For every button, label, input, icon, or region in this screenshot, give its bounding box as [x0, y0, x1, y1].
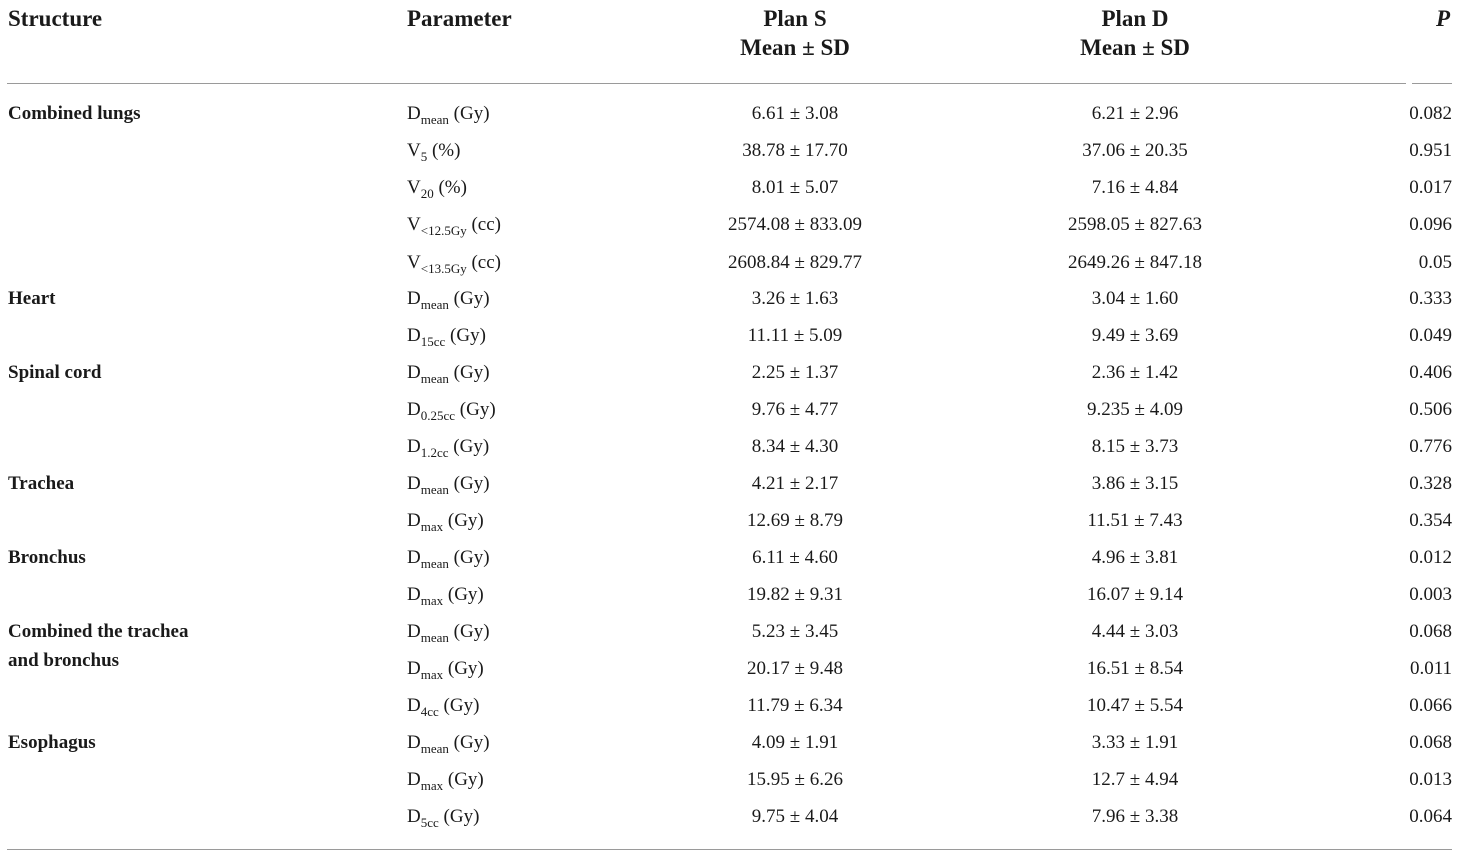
p-value: 0.013 — [1409, 769, 1452, 790]
parameter-symbol: D — [407, 362, 421, 383]
p-value: 0.011 — [1409, 658, 1452, 679]
plan-d-value: 11.51 ± 7.43 — [1087, 510, 1183, 531]
parameter-symbol: D — [407, 399, 421, 420]
p-value: 0.506 — [1409, 399, 1452, 420]
plan-s-value: 6.61 ± 3.08 — [751, 103, 839, 124]
plan-d-value: 3.86 ± 3.15 — [1091, 473, 1179, 494]
parameter-unit: (Gy) — [447, 510, 484, 531]
p-value: 0.049 — [1409, 325, 1452, 346]
parameter-cell — [407, 509, 484, 533]
header-plan-s-title: Plan S — [763, 6, 827, 31]
parameter-unit: (Gy) — [443, 695, 480, 716]
parameter-symbol: D — [407, 436, 421, 457]
p-value: 0.064 — [1409, 806, 1452, 827]
parameter-cell — [407, 805, 479, 829]
parameter-cell — [407, 398, 496, 422]
parameter-symbol: D — [407, 325, 421, 346]
parameter-cell — [407, 213, 501, 237]
plan-s-value: 5.23 ± 3.45 — [751, 621, 839, 642]
p-value: 0.776 — [1409, 436, 1452, 457]
header-parameter: Parameter — [407, 6, 512, 31]
parameter-cell — [407, 472, 490, 496]
parameter-unit: (%) — [438, 177, 467, 198]
parameter-cell — [407, 768, 484, 792]
parameter-cell — [407, 102, 490, 126]
p-value: 0.068 — [1409, 732, 1452, 753]
header-plan-s-subtitle: Mean ± SD — [740, 35, 850, 60]
parameter-cell — [407, 583, 484, 607]
bottom-rule — [7, 849, 1452, 850]
plan-s-value: 12.69 ± 8.79 — [747, 510, 843, 531]
parameter-subscript: max — [420, 667, 444, 682]
parameter-symbol: D — [407, 695, 421, 716]
parameter-unit: (Gy) — [450, 325, 486, 346]
plan-d-value: 4.96 ± 3.81 — [1091, 547, 1179, 568]
parameter-symbol: V — [407, 252, 421, 273]
structure-label: Combined lungs — [8, 103, 141, 124]
parameter-cell — [407, 324, 486, 348]
parameter-subscript: mean — [420, 630, 449, 645]
p-value: 0.082 — [1409, 103, 1452, 124]
plan-d-value: 9.49 ± 3.69 — [1091, 325, 1179, 346]
parameter-unit: (Gy) — [453, 732, 490, 753]
parameter-unit: (cc) — [471, 214, 501, 235]
parameter-cell — [407, 731, 490, 755]
parameter-subscript: mean — [420, 556, 449, 571]
plan-s-value: 3.26 ± 1.63 — [751, 288, 839, 309]
plan-d-value: 10.47 ± 5.54 — [1087, 695, 1183, 716]
parameter-unit: (Gy) — [447, 769, 484, 790]
parameter-symbol: D — [407, 547, 421, 568]
parameter-symbol: D — [407, 103, 421, 124]
header-plan-s — [695, 4, 895, 62]
parameter-subscript: max — [420, 519, 444, 534]
parameter-unit: (Gy) — [447, 658, 484, 679]
plan-s-value: 2608.84 ± 829.77 — [728, 252, 862, 273]
parameter-cell — [407, 657, 484, 681]
plan-s-value: 11.11 ± 5.09 — [747, 325, 843, 346]
plan-d-value: 3.04 ± 1.60 — [1091, 288, 1179, 309]
parameter-subscript: max — [420, 593, 444, 608]
parameter-symbol: V — [407, 177, 421, 198]
parameter-symbol: D — [407, 510, 421, 531]
plan-s-value: 19.82 ± 9.31 — [747, 584, 843, 605]
p-value: 0.354 — [1409, 510, 1452, 531]
header-plan-d-subtitle: Mean ± SD — [1080, 35, 1190, 60]
parameter-unit: (Gy) — [453, 436, 490, 457]
parameter-unit: (Gy) — [443, 806, 480, 827]
structure-label: Heart — [8, 288, 56, 309]
parameter-symbol: D — [407, 288, 421, 309]
plan-s-value: 15.95 ± 6.26 — [747, 769, 843, 790]
parameter-subscript: 0.25cc — [420, 408, 456, 423]
p-value: 0.05 — [1418, 252, 1452, 273]
parameter-unit: (Gy) — [459, 399, 496, 420]
plan-d-value: 3.33 ± 1.91 — [1091, 732, 1179, 753]
plan-s-value: 9.76 ± 4.77 — [751, 399, 839, 420]
plan-s-value: 8.01 ± 5.07 — [751, 177, 839, 198]
plan-s-value: 8.34 ± 4.30 — [751, 436, 839, 457]
parameter-subscript: 5cc — [420, 815, 439, 830]
plan-s-value: 20.17 ± 9.48 — [747, 658, 843, 679]
plan-d-value: 9.235 ± 4.09 — [1087, 399, 1183, 420]
parameter-subscript: max — [420, 778, 444, 793]
parameter-subscript: mean — [420, 482, 449, 497]
p-value: 0.068 — [1409, 621, 1452, 642]
header-structure: Structure — [8, 6, 103, 31]
p-value: 0.333 — [1409, 288, 1452, 309]
parameter-subscript: <13.5Gy — [420, 261, 467, 276]
header-rule — [7, 83, 1406, 84]
parameter-cell — [407, 251, 501, 275]
plan-d-value: 16.51 ± 8.54 — [1087, 658, 1183, 679]
parameter-cell — [407, 361, 490, 385]
p-value: 0.017 — [1409, 177, 1452, 198]
parameter-subscript: mean — [420, 741, 449, 756]
p-value: 0.066 — [1409, 695, 1452, 716]
p-value: 0.951 — [1409, 140, 1452, 161]
plan-s-value: 2.25 ± 1.37 — [751, 362, 839, 383]
header-p-value: P — [1435, 6, 1450, 31]
structure-label: Combined the trachea — [8, 621, 189, 642]
plan-s-value: 9.75 ± 4.04 — [751, 806, 839, 827]
plan-d-value: 2649.26 ± 847.18 — [1068, 252, 1202, 273]
plan-s-value: 2574.08 ± 833.09 — [728, 214, 862, 235]
parameter-subscript: mean — [420, 297, 449, 312]
parameter-symbol: V — [407, 214, 421, 235]
structure-label: Esophagus — [8, 732, 96, 753]
plan-d-value: 2.36 ± 1.42 — [1091, 362, 1179, 383]
parameter-subscript: 5 — [420, 149, 428, 164]
plan-d-value: 7.96 ± 3.38 — [1091, 806, 1179, 827]
p-value: 0.406 — [1409, 362, 1452, 383]
parameter-subscript: mean — [420, 371, 449, 386]
parameter-cell — [407, 694, 479, 718]
structure-label: Spinal cord — [8, 362, 102, 383]
p-value: 0.003 — [1409, 584, 1452, 605]
parameter-unit: (Gy) — [453, 288, 490, 309]
parameter-subscript: <12.5Gy — [420, 223, 467, 238]
plan-d-value: 8.15 ± 3.73 — [1091, 436, 1179, 457]
plan-d-value: 6.21 ± 2.96 — [1091, 103, 1179, 124]
plan-d-value: 37.06 ± 20.35 — [1082, 140, 1188, 161]
header-plan-d-title: Plan D — [1101, 6, 1169, 31]
p-value: 0.012 — [1409, 547, 1452, 568]
parameter-symbol: D — [407, 473, 421, 494]
parameter-unit: (Gy) — [453, 362, 490, 383]
parameter-unit: (%) — [431, 140, 461, 161]
parameter-unit: (Gy) — [453, 621, 490, 642]
plan-d-value: 2598.05 ± 827.63 — [1068, 214, 1202, 235]
plan-d-value: 7.16 ± 4.84 — [1091, 177, 1179, 198]
parameter-symbol: D — [407, 806, 421, 827]
parameter-symbol: D — [407, 769, 421, 790]
header-rule-p — [1412, 83, 1452, 84]
plan-s-value: 4.09 ± 1.91 — [751, 732, 839, 753]
plan-s-value: 38.78 ± 17.70 — [742, 140, 848, 161]
plan-s-value: 6.11 ± 4.60 — [752, 547, 838, 568]
parameter-symbol: D — [407, 658, 421, 679]
parameter-unit: (Gy) — [453, 473, 490, 494]
parameter-subscript: 4cc — [420, 704, 439, 719]
header-plan-d — [1035, 4, 1235, 62]
structure-label: Bronchus — [8, 547, 86, 568]
p-value: 0.096 — [1409, 214, 1452, 235]
parameter-unit: (cc) — [471, 252, 501, 273]
structure-label: Trachea — [8, 473, 75, 494]
plan-d-value: 16.07 ± 9.14 — [1087, 584, 1183, 605]
parameter-cell — [407, 287, 490, 311]
parameter-subscript: mean — [420, 112, 449, 127]
parameter-cell — [407, 435, 489, 459]
plan-d-value: 4.44 ± 3.03 — [1091, 621, 1179, 642]
structure-label: and bronchus — [8, 650, 120, 671]
parameter-subscript: 20 — [420, 186, 434, 201]
parameter-symbol: D — [407, 621, 421, 642]
parameter-cell — [407, 546, 490, 570]
parameter-unit: (Gy) — [453, 547, 490, 568]
plan-s-value: 4.21 ± 2.17 — [751, 473, 839, 494]
parameter-cell — [407, 176, 467, 200]
parameter-symbol: D — [407, 732, 421, 753]
parameter-cell — [407, 139, 460, 163]
plan-s-value: 11.79 ± 6.34 — [747, 695, 843, 716]
p-value: 0.328 — [1409, 473, 1452, 494]
plan-d-value: 12.7 ± 4.94 — [1091, 769, 1179, 790]
parameter-symbol: V — [407, 140, 421, 161]
parameter-subscript: 1.2cc — [420, 445, 449, 460]
parameter-subscript: 15cc — [420, 334, 446, 349]
parameter-unit: (Gy) — [447, 584, 484, 605]
parameter-unit: (Gy) — [453, 103, 490, 124]
parameter-cell — [407, 620, 490, 644]
parameter-symbol: D — [407, 584, 421, 605]
